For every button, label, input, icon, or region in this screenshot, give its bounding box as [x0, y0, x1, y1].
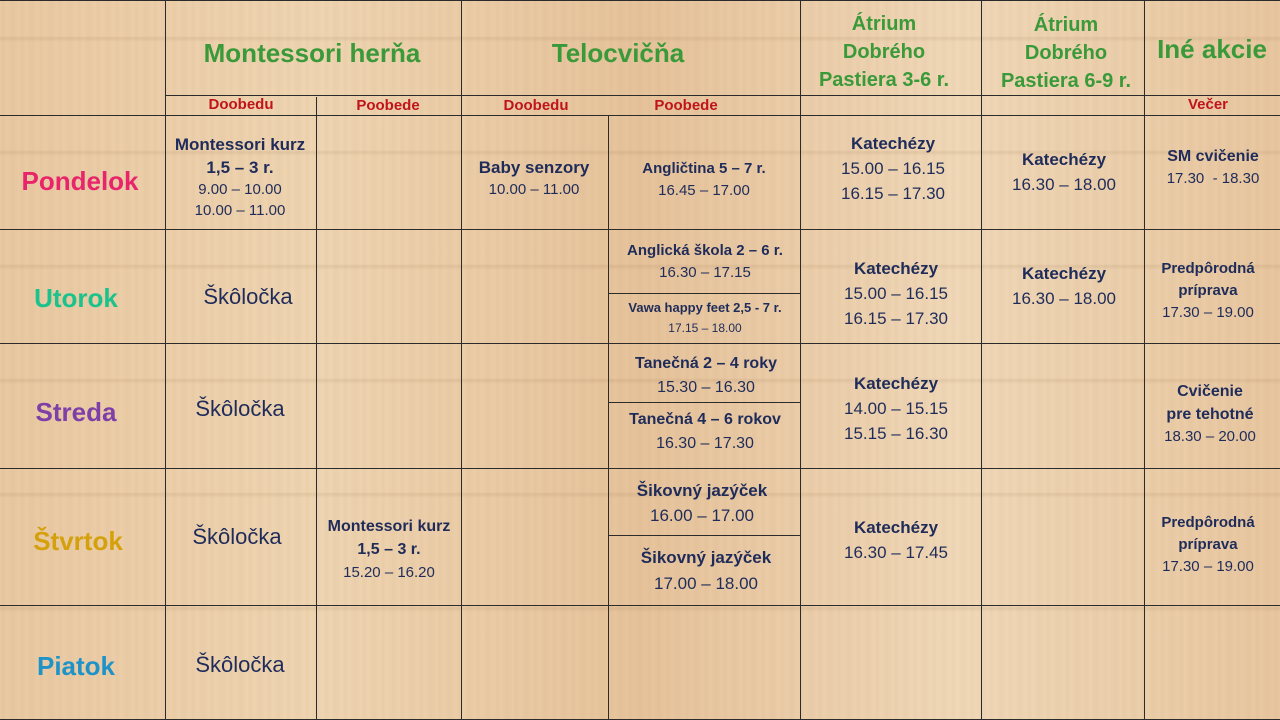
activity-time: 10.00 – 11.00	[488, 181, 580, 198]
activity-name: Cvičenie	[1177, 383, 1243, 400]
activity-time: 14.00 – 15.15	[844, 399, 948, 418]
activity-name: Katechézy	[853, 374, 939, 393]
cell-mon-atrium36	[841, 132, 945, 206]
header-line: Dobrého	[842, 41, 926, 63]
day-friday: Piatok	[36, 651, 116, 681]
header-line: Pastiera 6-9 r.	[1000, 70, 1132, 92]
grid-line	[0, 343, 1280, 344]
header-atrium-6-9	[1001, 11, 1131, 95]
header-montessori: Montessori herňa	[203, 38, 421, 68]
activity-name: Katechézy	[850, 134, 936, 153]
grid-line	[165, 95, 1280, 96]
activity-time: 16.30 – 17.15	[659, 264, 751, 281]
header-line: Átrium	[1033, 14, 1099, 36]
activity-time: 9.00 – 10.00	[198, 181, 282, 198]
subheader-mont-pm: Poobede	[356, 97, 420, 114]
cell-thu-telo-pm2	[641, 546, 771, 598]
cell-mon-ine	[1167, 146, 1260, 190]
activity-name: Montessori kurz	[174, 135, 306, 154]
cell-wed-telo-pm1	[635, 352, 777, 400]
grid-line	[316, 97, 317, 720]
grid-line	[608, 293, 800, 294]
activity-time: 16.00 – 17.00	[650, 506, 754, 525]
activity-name: pre tehotné	[1166, 406, 1254, 423]
subheader-telo-pm: Poobede	[654, 97, 718, 114]
activity-time: 17.30 – 19.00	[1162, 304, 1254, 321]
activity-time: 15.15 – 16.30	[844, 424, 948, 443]
cell-tue-atrium69	[1012, 262, 1116, 312]
cell-mon-atrium69	[1012, 148, 1116, 198]
activity-name: Katechézy	[1021, 150, 1107, 169]
activity-name: SM cvičenie	[1167, 148, 1259, 165]
cell-wed-atrium36	[844, 372, 948, 446]
subheader-mont-am: Doobedu	[208, 96, 274, 113]
grid-line	[0, 468, 1280, 469]
activity-time: 16.30 – 17.30	[656, 435, 754, 452]
activity-time: 17.30 - 18.30	[1166, 170, 1260, 187]
day-monday: Pondelok	[21, 166, 139, 196]
activity-time: 16.15 – 17.30	[841, 184, 945, 203]
activity-name: Katechézy	[853, 259, 939, 278]
cell-mon-telo-pm	[642, 158, 765, 202]
grid-line	[0, 0, 1280, 1]
activity-age: 1,5 – 3 r.	[206, 158, 274, 177]
subheader-ine-eve: Večer	[1187, 96, 1229, 113]
subheader-telo-am: Doobedu	[503, 97, 569, 114]
grid-line	[608, 535, 800, 536]
activity-name: príprava	[1178, 282, 1238, 299]
activity-time: 15.20 – 16.20	[343, 564, 435, 581]
activity-time: 17.15 – 18.00	[668, 321, 742, 335]
cell-tue-ine	[1161, 258, 1254, 324]
day-thursday: Štvrtok	[33, 526, 123, 556]
activity-name: Anglická škola 2 – 6 r.	[627, 242, 783, 259]
cell-tue-telo-pm1	[627, 240, 783, 284]
header-line: Átrium	[851, 13, 917, 35]
activity-name: Baby senzory	[478, 158, 590, 177]
activity-name: príprava	[1178, 536, 1238, 553]
activity-time: 15.30 – 16.30	[657, 379, 755, 396]
activity-name: Šikovný jazýček	[640, 548, 772, 567]
cell-fri-montessori: Škôločka	[195, 652, 285, 677]
grid-line	[0, 605, 1280, 606]
cell-mon-telo-am	[479, 157, 590, 201]
header-atrium-3-6	[819, 10, 949, 94]
cell-thu-montessori: Škôločka	[192, 524, 282, 549]
cell-thu-telo-pm1	[637, 479, 767, 529]
cell-wed-ine	[1164, 380, 1256, 448]
grid-line	[165, 0, 166, 720]
activity-time: 16.30 – 17.45	[844, 543, 948, 562]
activity-name: Predpôrodná	[1161, 514, 1255, 531]
cell-tue-montessori: Škôločka	[203, 284, 293, 309]
activity-name: Tanečná 2 – 4 roky	[635, 355, 777, 372]
cell-wed-telo-pm2	[629, 408, 781, 456]
activity-time: 16.15 – 17.30	[844, 309, 948, 328]
activity-time: 15.00 – 16.15	[841, 159, 945, 178]
activity-time: 15.00 – 16.15	[844, 284, 948, 303]
activity-name: Tanečná 4 – 6 rokov	[629, 411, 781, 428]
grid-line	[608, 402, 800, 403]
day-tuesday: Utorok	[34, 283, 118, 313]
activity-name: Katechézy	[1021, 264, 1107, 283]
activity-name: Šikovný jazýček	[636, 481, 768, 500]
activity-time: 16.30 – 18.00	[1012, 175, 1116, 194]
grid-line	[608, 115, 609, 720]
activity-time: 17.30 – 19.00	[1162, 558, 1254, 575]
grid-line	[461, 0, 462, 720]
day-wednesday: Streda	[35, 397, 117, 427]
grid-line	[0, 229, 1280, 230]
activity-time: 17.00 – 18.00	[654, 574, 758, 593]
cell-mon-montessori	[175, 133, 305, 221]
cell-thu-mont-pm	[328, 516, 451, 584]
grid-line	[800, 0, 801, 720]
header-ine-akcie: Iné akcie	[1157, 34, 1267, 64]
grid-line	[981, 0, 982, 720]
cell-thu-ine	[1161, 512, 1254, 578]
cell-tue-atrium36	[844, 257, 948, 331]
header-line: Pastiera 3-6 r.	[818, 69, 950, 91]
header-line: Dobrého	[1024, 42, 1108, 64]
cell-tue-telo-pm2	[628, 298, 781, 338]
activity-name: Angličtina 5 – 7 r.	[642, 160, 766, 177]
activity-name: Montessori kurz	[327, 518, 451, 535]
grid-line	[0, 115, 1280, 116]
cell-thu-atrium36	[844, 516, 948, 566]
activity-name: Vawa happy feet 2,5 - 7 r.	[628, 300, 782, 315]
activity-age: 1,5 – 3 r.	[357, 541, 421, 558]
activity-time: 16.45 – 17.00	[658, 182, 750, 199]
header-telocvicna: Telocvičňa	[551, 38, 685, 68]
activity-time: 16.30 – 18.00	[1012, 289, 1116, 308]
activity-name: Katechézy	[853, 518, 939, 537]
activity-name: Predpôrodná	[1161, 260, 1255, 277]
cell-wed-montessori: Škôločka	[195, 396, 285, 421]
activity-time: 10.00 – 11.00	[194, 202, 286, 219]
grid-line	[1144, 0, 1145, 720]
activity-time: 18.30 – 20.00	[1164, 428, 1256, 445]
